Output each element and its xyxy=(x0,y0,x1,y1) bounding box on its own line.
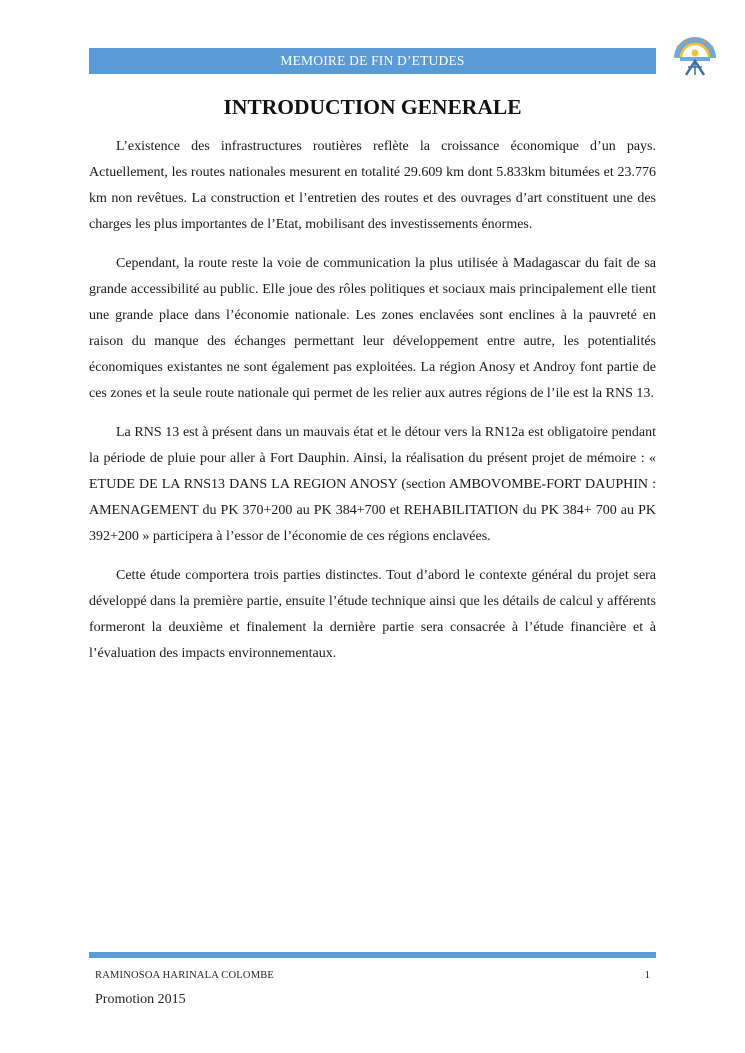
school-emblem-icon xyxy=(672,34,718,80)
paragraph: Cependant, la route reste la voie de communication la plus utilisée à Madagascar du fait de sa grande accessibilité au public. Elle joue des rôles politiques et sociaux mais principalement elle tient une grande place dans l’économie nationale. Les zones enclavées sont enclines à la pauvreté en raison du manque des échanges permettant leur développement entre autre, les potentialités économiques existantes ne sont également pas exploitées. La région Anosy et Androy font partie de ces zones et la seule route nationale qui permet de les relier aux autres régions de l’ile est la RNS 13. xyxy=(89,256,656,401)
header-title: MEMOIRE DE FIN D’ETUDES xyxy=(280,53,465,68)
page-number: 1 xyxy=(644,970,650,981)
footer-promotion: Promotion 2015 xyxy=(95,992,186,1007)
document-body xyxy=(89,134,656,680)
footer-divider xyxy=(89,952,656,958)
paragraph: La RNS 13 est à présent dans un mauvais état et le détour vers la RN12a est obligatoire pendant la période de pluie pour aller à Fort Dauphin. Ainsi, la réalisation du présent projet de mémoire : « ETUDE DE LA RNS13 DANS LA REGION ANOSY (section AMBOVOMBE-FORT DAUPHIN : AMENAGEMENT du PK 370+200 au PK 384+700 et REHABILITATION du PK 384+ 700 au PK 392+200 » participera à l’essor de l’économie de ces régions enclavées. xyxy=(89,425,656,544)
header-banner xyxy=(89,48,656,74)
paragraph: L’existence des infrastructures routières reflète la croissance économique d’un pays. Actuellement, les routes nationales mesurent en totalité 29.609 km dont 5.833km bitumées et 23.776 km non revêtues. La construction et l’entretien des routes et des ouvrages d’art constituent une des charges les plus importantes de l’Etat, mobilisant des investissements énormes. xyxy=(89,139,656,232)
page-title: INTRODUCTION GENERALE xyxy=(223,95,522,119)
paragraph: Cette étude comportera trois parties distinctes. Tout d’abord le contexte général du projet sera développé dans la première partie, ensuite l’étude technique ainsi que les détails de calcul y afférents formeront la deuxième et finalement la dernière partie sera consacrée à l’étude financière et à l’évaluation des impacts environnementaux. xyxy=(89,568,656,661)
footer-author: RAMINOSOA HARINALA COLOMBE xyxy=(95,970,275,981)
